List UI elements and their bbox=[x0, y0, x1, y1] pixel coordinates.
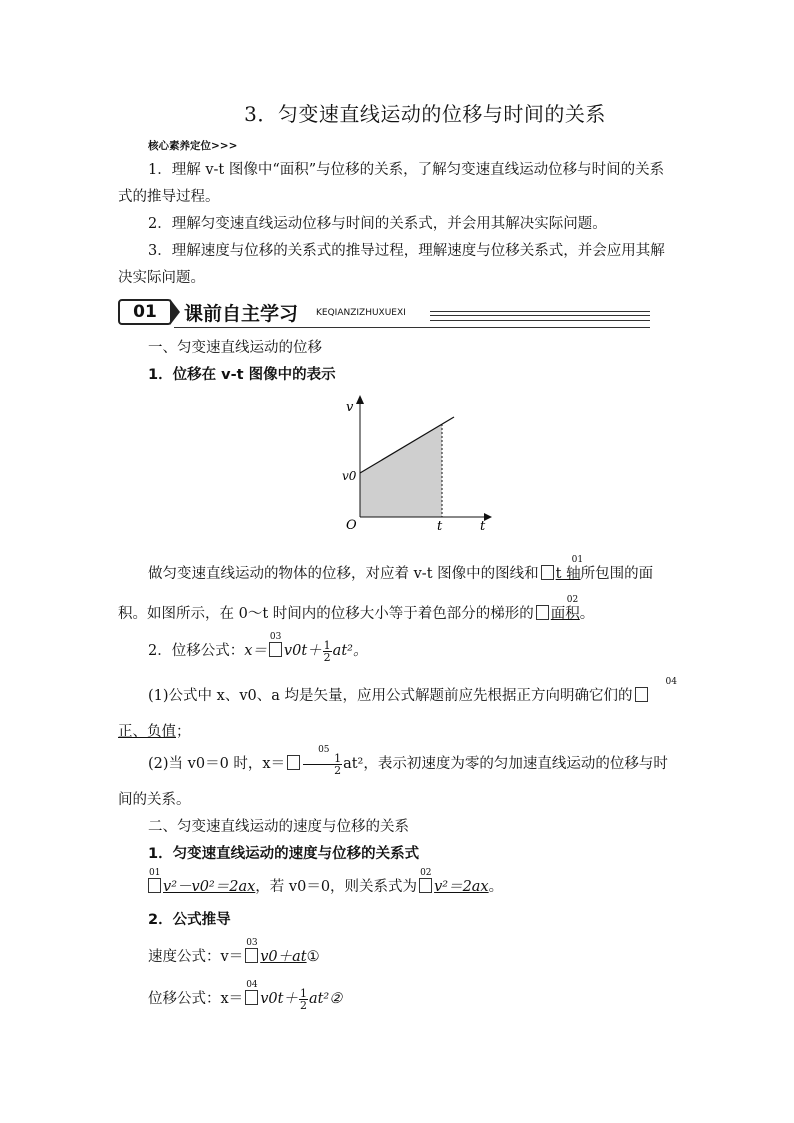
banner-underline bbox=[174, 327, 650, 328]
banner-pinyin: KEQIANZIZHUXUEXI bbox=[316, 308, 406, 318]
badge-arrow-icon bbox=[170, 299, 180, 325]
section2-heading: 二、匀变速直线运动的速度与位移的关系 bbox=[148, 819, 409, 835]
blank-box-icon: 01 bbox=[541, 565, 554, 580]
y-axis-arrow-icon bbox=[356, 395, 364, 404]
speed-formula: 速度公式：v＝ 03 v0＋at① bbox=[148, 938, 320, 965]
section1-para1: 做匀变速直线运动的物体的位移，对应着 v-t 图像中的图线和 01 t 轴所包围的面积。如图所示，在 0～t 时间内的位移大小等于着色部分的梯形的 02 面积。 bbox=[118, 555, 654, 622]
fraction: $\frac{1}{2}$ bbox=[323, 638, 331, 664]
banner-number-badge: 01 bbox=[118, 299, 172, 325]
t-mark-label: t bbox=[437, 519, 443, 534]
velocity-displacement-relation: 01 v²－v0²＝2ax，若 v0＝0，则关系式为 02 v²＝2ax。 bbox=[149, 868, 504, 895]
banner-title: 课前自主学习 bbox=[184, 303, 299, 325]
section1-sub1: 1．位移在 v-t 图像中的表示 bbox=[148, 367, 336, 383]
section2-sub2: 2．公式推导 bbox=[148, 912, 231, 928]
blank-box-icon: 03 bbox=[245, 948, 258, 963]
objective-1: 1．理解 v-t 图像中“面积”与位移的关系，了解匀变速直线运动位移与时间的关系式的推导过程。 bbox=[118, 162, 665, 205]
objective-2: 2．理解匀变速直线运动位移与时间的关系式，并会用其解决实际问题。 bbox=[148, 216, 607, 232]
vt-graph bbox=[336, 392, 496, 537]
fraction: $\frac{1}{2}$ bbox=[303, 753, 342, 776]
blank-box-icon: 02 bbox=[536, 605, 549, 620]
banner-decor-lines bbox=[430, 311, 650, 321]
section-banner bbox=[118, 297, 650, 329]
shaded-trapezoid bbox=[360, 424, 442, 517]
note-1: (1)公式中 x、v0、a 均是矢量，应用公式解题前应先根据正方向明确它们的 04 正、负值； bbox=[118, 677, 677, 740]
section2-sub1: 1．匀变速直线运动的速度与位移的关系式 bbox=[148, 846, 420, 862]
blank-box-icon: 05 bbox=[287, 755, 300, 770]
v0-label: v0 bbox=[342, 469, 357, 483]
fraction: $\frac{1}{2}$ bbox=[299, 986, 307, 1012]
displacement-formula: 2．位移公式：x＝ 03 v0t＋ $\frac{1}{2}$ at²。 bbox=[148, 632, 368, 664]
blank-box-icon: 02 bbox=[419, 878, 432, 893]
core-literacy-heading: 核心素养定位>>> bbox=[148, 140, 238, 152]
origin-label: O bbox=[346, 518, 357, 533]
position-formula: 位移公式：x＝ 04 v0t＋ $\frac{1}{2}$ at²② bbox=[148, 980, 343, 1012]
page-title: 3．匀变速直线运动的位移与时间的关系 bbox=[244, 102, 606, 126]
blank-box-icon: 04 bbox=[635, 687, 648, 702]
x-axis-label: t bbox=[480, 519, 486, 534]
section1-heading: 一、匀变速直线运动的位移 bbox=[148, 340, 322, 356]
y-axis-label: v bbox=[346, 400, 354, 415]
blank-box-icon: 04 bbox=[245, 990, 258, 1005]
blank-box-icon: 03 bbox=[269, 642, 282, 657]
objective-3: 3．理解速度与位移的关系式的推导过程，理解速度与位移关系式，并会应用其解决实际问题。 bbox=[118, 243, 665, 286]
blank-box-icon: 01 bbox=[148, 878, 161, 893]
note-2: (2)当 v0＝0 时，x＝ 05 $\frac{1}{2}$ at²，表示初速度为零的匀加速直线运动的位移与时间的关系。 bbox=[118, 745, 668, 808]
